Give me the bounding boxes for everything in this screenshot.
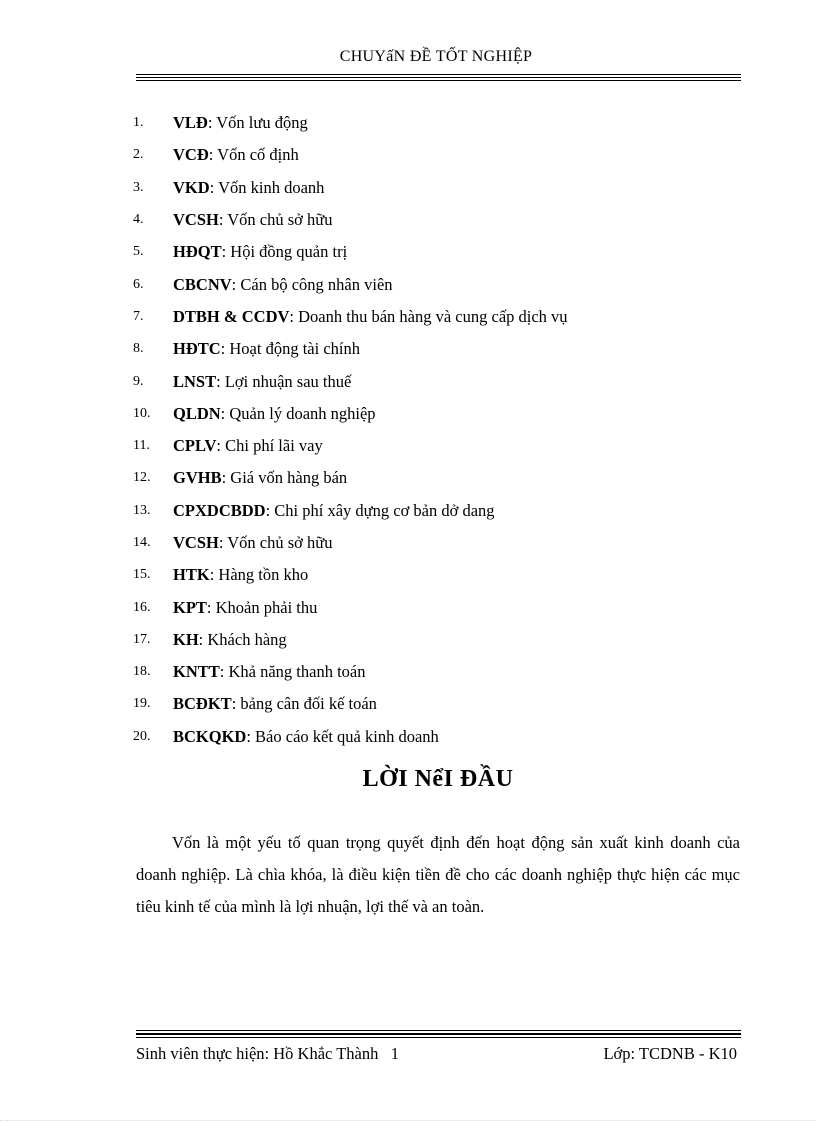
item-description: : Vốn kinh doanh: [209, 177, 325, 197]
item-code: LNST: [173, 371, 217, 391]
list-item: [133, 430, 753, 462]
item-number: 3.: [133, 179, 144, 195]
item-code: KPT: [173, 597, 207, 617]
page-bottom-divider: [0, 1120, 816, 1121]
item-description: : Hoạt động tài chính: [220, 339, 360, 359]
item-description: : Quản lý doanh nghiệp: [220, 403, 376, 423]
item-number: 19.: [133, 696, 151, 712]
list-item: [133, 398, 753, 430]
item-code: VKD: [173, 177, 210, 197]
list-item: [133, 559, 753, 591]
item-description: : Doanh thu bán hàng và cung cấp dịch vụ: [289, 306, 568, 326]
list-item: [133, 139, 753, 171]
item-number: 11.: [133, 438, 150, 454]
list-item: [133, 268, 753, 300]
list-item: [133, 107, 753, 139]
item-number: 14.: [133, 535, 151, 550]
list-item: [133, 301, 753, 333]
item-description: : Khách hàng: [198, 629, 287, 649]
footer-class: Lớp: TCDNB - K10: [603, 1044, 737, 1063]
item-description: : Vốn cố định: [208, 145, 299, 165]
item-number: 6.: [133, 276, 144, 292]
item-description: : Hội đồng quản trị: [221, 242, 348, 262]
list-item: [133, 624, 753, 656]
item-number: 17.: [133, 631, 151, 647]
item-code: VCSH: [173, 210, 219, 230]
item-number: 18.: [133, 664, 151, 680]
abbreviation-list: [133, 107, 753, 753]
item-description: : Chi phí xây dựng cơ bản dở dang: [265, 500, 495, 520]
list-item: [133, 172, 753, 204]
item-code: VCĐ: [173, 145, 209, 165]
list-item: [133, 527, 753, 559]
header-rule-2: [136, 77, 741, 78]
footer-rule-1: [136, 1030, 741, 1031]
item-number: 5.: [133, 244, 144, 260]
footer-rule-3: [136, 1037, 741, 1038]
item-number: 7.: [133, 308, 144, 324]
list-item: [133, 656, 753, 688]
item-number: 4.: [133, 212, 144, 228]
item-number: 8.: [133, 341, 144, 357]
item-number: 16.: [133, 599, 151, 615]
item-number: 20.: [133, 728, 151, 744]
item-code: HTK: [173, 565, 210, 585]
header-rule-1: [136, 74, 741, 75]
item-description: : Hàng tồn kho: [209, 565, 309, 585]
item-description: : Cán bộ công nhân viên: [231, 274, 393, 294]
item-description: : Vốn chủ sở hữu: [218, 533, 333, 552]
item-description: : Vốn lưu động: [207, 113, 308, 133]
list-item: [133, 721, 753, 753]
footer-student: [136, 1044, 399, 1064]
item-number: 10.: [133, 405, 151, 421]
item-code: CPXDCBDD: [173, 500, 266, 520]
item-code: BCĐKT: [173, 694, 232, 714]
page-header-title: CHUYấN ĐỀ TỐT NGHIỆP: [339, 48, 533, 65]
item-code: QLDN: [173, 403, 221, 423]
list-item: [133, 462, 753, 494]
item-code: VLĐ: [173, 113, 208, 133]
header-rule-3: [136, 80, 741, 81]
item-description: : Giá vốn hàng bán: [221, 468, 348, 488]
item-number: 2.: [133, 147, 144, 163]
item-code: CPLV: [173, 436, 217, 456]
item-code: KH: [173, 629, 199, 649]
list-item: [133, 333, 753, 365]
page-number: 1: [390, 1044, 399, 1063]
list-item: [133, 236, 753, 268]
item-number: 1.: [133, 115, 144, 131]
item-description: : Chi phí lãi vay: [216, 436, 323, 456]
item-number: 9.: [133, 373, 144, 389]
item-description: : Vốn chủ sở hữu: [218, 210, 333, 230]
list-item: [133, 365, 753, 397]
footer-student-name: Sinh viên thực hiện: Hồ Khắc Thành: [136, 1044, 379, 1063]
item-code: BCKQKD: [173, 726, 247, 746]
item-description: : bảng cân đối kế toán: [231, 694, 377, 714]
list-item: [133, 591, 753, 623]
item-code: GVHB: [173, 468, 222, 488]
list-item: [133, 495, 753, 527]
item-description: : Lợi nhuận sau thuế: [216, 371, 352, 391]
item-code: HĐTC: [173, 339, 221, 359]
item-code: VCSH: [173, 533, 219, 552]
item-code: CBCNV: [173, 274, 232, 294]
list-item: [133, 688, 753, 720]
section-title: LỜI NểI ĐẦU: [362, 766, 514, 792]
item-number: 12.: [133, 470, 151, 486]
footer-rule-2: [136, 1033, 741, 1035]
item-description: : Khoản phải thu: [206, 597, 318, 617]
item-number: 13.: [133, 502, 151, 518]
item-code: KNTT: [173, 662, 220, 682]
item-number: 15.: [133, 567, 151, 583]
item-code: HĐQT: [173, 242, 222, 262]
intro-paragraph: Vốn là một yếu tố quan trọng quyết định đến hoạt động sản xuất kinh doanh của doanh nghiệp. Là chìa khóa, là điều kiện tiền đề cho các doanh nghiệp thực hiện các mục tiêu kinh tế của mình là lợi nhuận, lợi thế và an toàn.: [136, 833, 740, 916]
list-item: [133, 204, 753, 236]
item-description: : Khả năng thanh toán: [219, 662, 366, 682]
item-code: DTBH & CCDV: [173, 306, 290, 326]
item-description: : Báo cáo kết quả kinh doanh: [246, 726, 439, 746]
